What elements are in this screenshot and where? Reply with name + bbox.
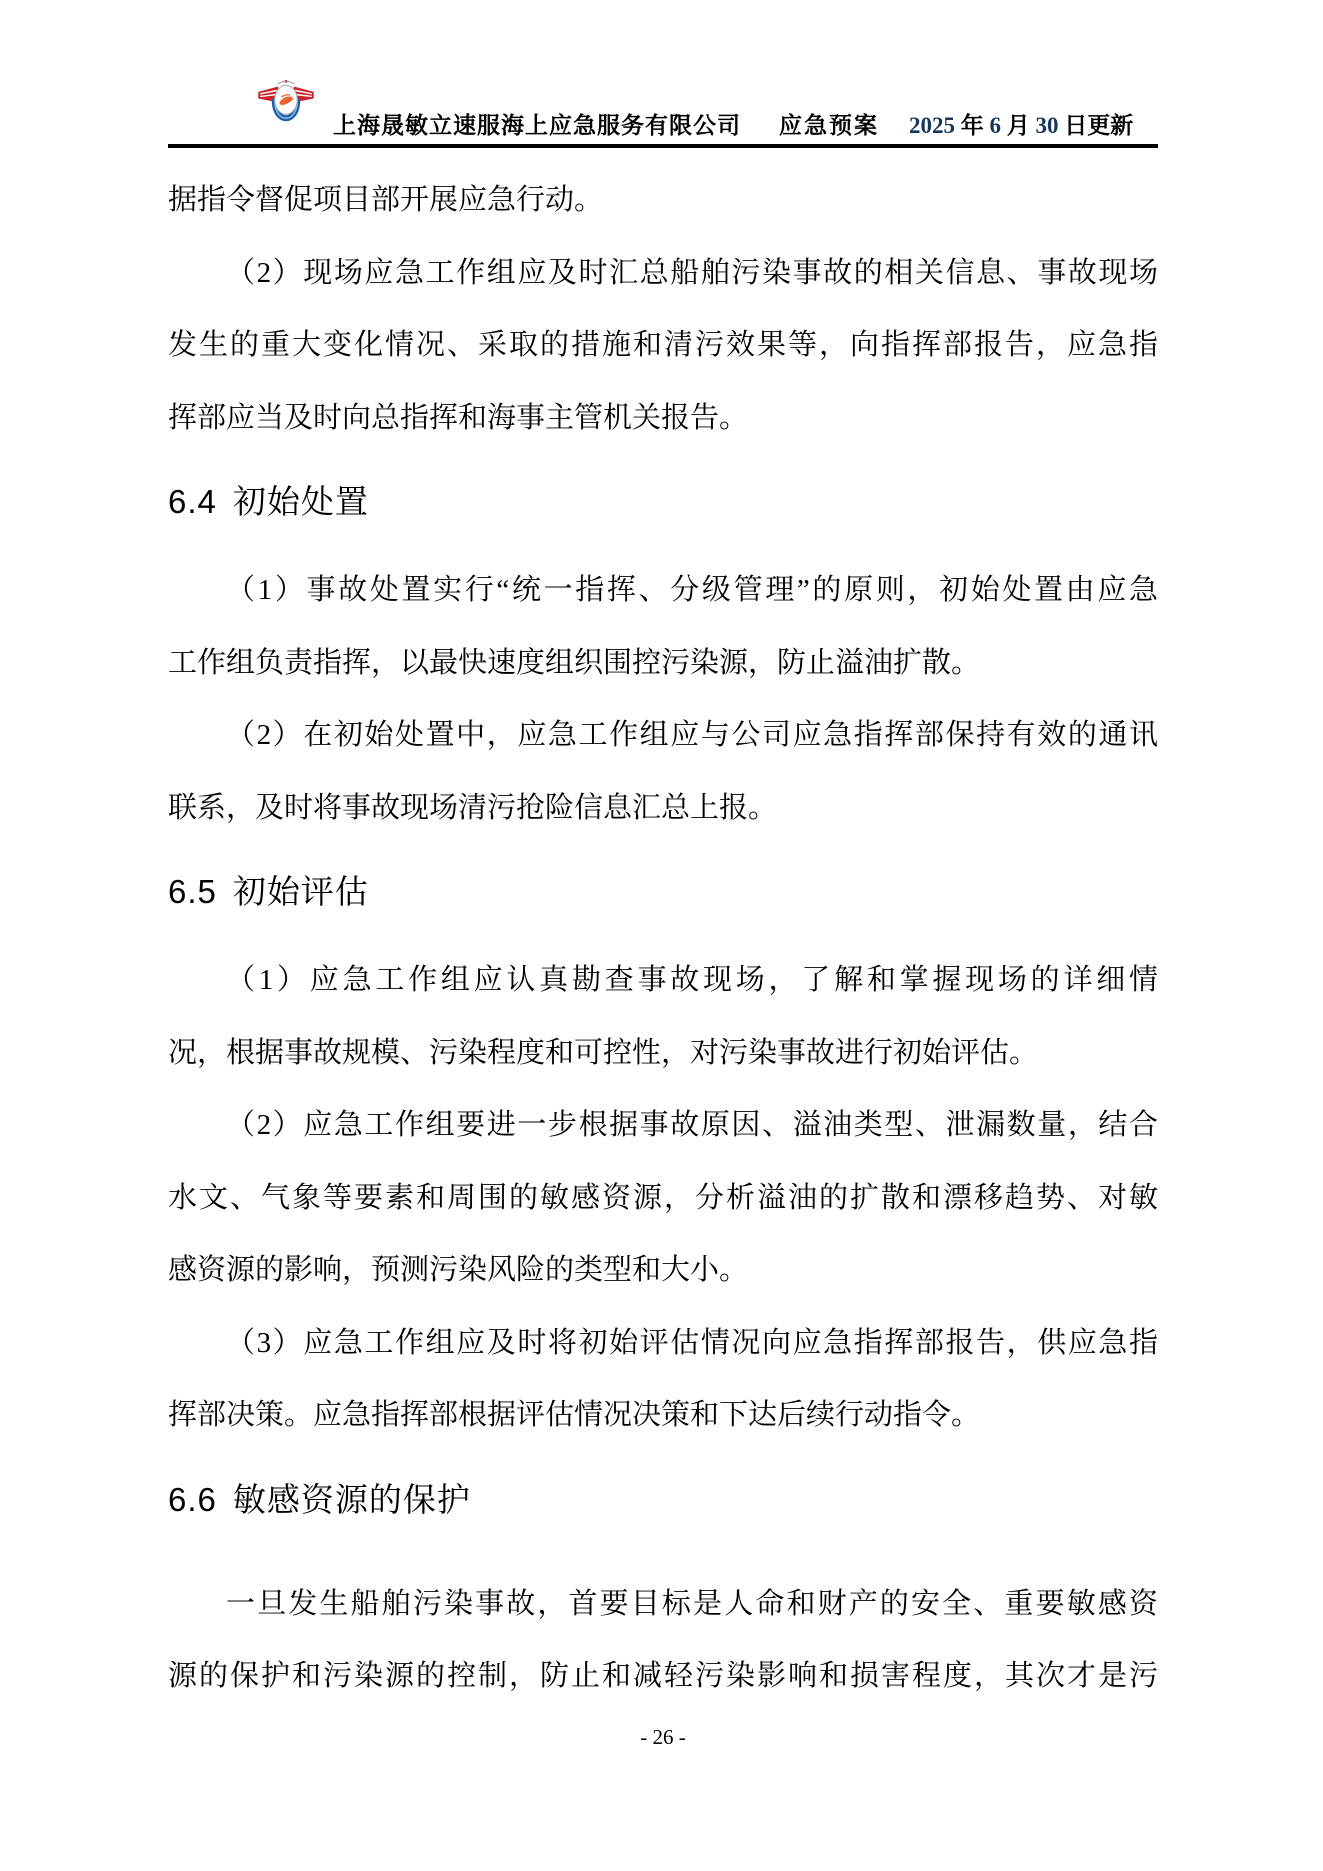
date-number: 6 xyxy=(989,113,1001,138)
section-title: 初始评估 xyxy=(232,873,369,910)
section-heading xyxy=(168,850,1158,934)
section-number: 6.6 xyxy=(168,1480,217,1518)
date-text: 月 xyxy=(1001,113,1036,138)
text-line: 联系，及时将事故现场清污抢险信息汇总上报。 xyxy=(168,791,778,824)
section-heading xyxy=(168,1458,1158,1542)
text-line: 挥部应当及时向总指挥和海事主管机关报告。 xyxy=(168,401,749,434)
date-number: 30 xyxy=(1035,113,1059,138)
doc-type-label: 应急预案 xyxy=(779,113,879,138)
text-line: 挥部决策。应急指挥部根据评估情况决策和下达后续行动指令。 xyxy=(168,1399,981,1431)
page-header xyxy=(168,0,1158,148)
section-title: 敏感资源的保护 xyxy=(232,1480,471,1518)
company-name: 上海晟敏立速服海上应急服务有限公司 xyxy=(333,113,741,138)
text-line: 源的保护和污染源的控制，防止和减轻污染影响和损害程度，其次才是污 xyxy=(168,1660,1158,1692)
page-footer xyxy=(168,1717,1158,1757)
text-line: （1）事故处置实行“统一指挥、分级管理”的原则，初始处置由应急 xyxy=(226,574,1158,606)
text-line: （1）应急工作组应认真勘查事故现场，了解和掌握现场的详细情 xyxy=(226,964,1158,996)
text-line: （3）应急工作组应及时将初始评估情况向应急指挥部报告，供应急指 xyxy=(226,1326,1158,1359)
section-title: 初始处置 xyxy=(232,483,369,520)
header-row xyxy=(253,76,1158,142)
text-line: 一旦发生船舶污染事故，首要目标是人命和财产的安全、重要敏感资 xyxy=(226,1587,1158,1620)
text-line: 水文、气象等要素和周围的敏感资源，分析溢油的扩散和漂移趋势、对敏 xyxy=(168,1181,1158,1214)
date-text: 年 xyxy=(955,113,990,138)
text-line: （2）应急工作组要进一步根据事故原因、溢油类型、泄漏数量，结合 xyxy=(226,1109,1158,1141)
update-date xyxy=(909,107,1133,142)
page-number: - 26 - xyxy=(640,1724,686,1749)
text-line: （2）现场应急工作组应及时汇总船舶污染事故的相关信息、事故现场 xyxy=(226,256,1158,289)
text-line: 况，根据事故规模、污染程度和可控性，对污染事故进行初始评估。 xyxy=(168,1036,1039,1069)
date-number: 2025 xyxy=(909,113,955,138)
section-number: 6.5 xyxy=(168,873,217,910)
text-line: （2）在初始处置中，应急工作组应与公司应急指挥部保持有效的通讯 xyxy=(226,719,1158,751)
document-body xyxy=(168,148,1158,1713)
text-line: 发生的重大变化情况、采取的措施和清污效果等，向指挥部报告，应急指 xyxy=(168,329,1158,361)
section-number: 6.4 xyxy=(168,483,217,520)
text-line: 据指令督促项目部开展应急行动。 xyxy=(168,184,604,216)
text-line: 感资源的影响，预测污染风险的类型和大小。 xyxy=(168,1254,749,1286)
text-line: 工作组负责指挥，以最快速度组织围控污染源，防止溢油扩散。 xyxy=(168,646,981,679)
date-text: 日更新 xyxy=(1058,113,1134,138)
section-heading xyxy=(168,460,1158,544)
company-logo-icon xyxy=(253,76,319,142)
